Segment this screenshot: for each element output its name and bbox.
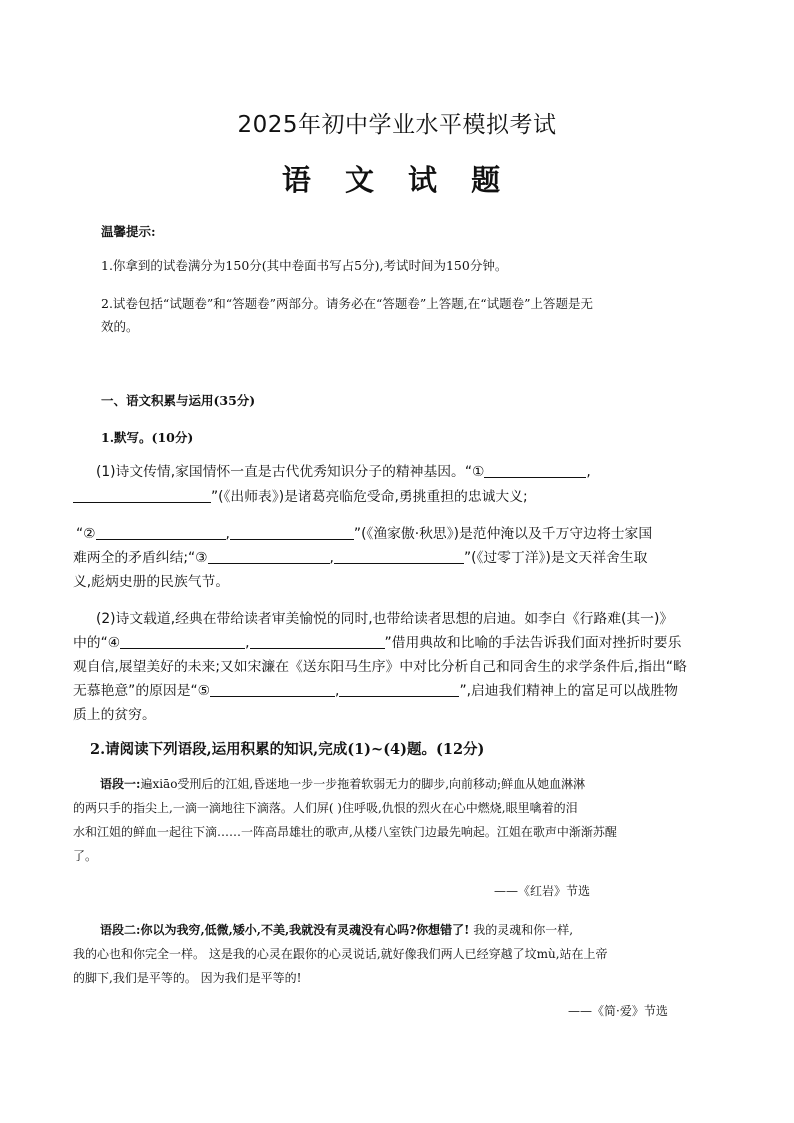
q1-p1-line-5: 义,彪炳史册的民族气节。 bbox=[73, 574, 230, 590]
q1-p1-line-4: 难两全的矛盾纠结;“③ , ”(《过零丁洋》)是文天祥舍生取 bbox=[73, 550, 648, 566]
section1-heading: 一、语文积累与运用(35分) bbox=[101, 393, 256, 408]
q1-p2-line-4: 无慕艳意”的原因是“⑤ , ”,启迪我们精神上的富足可以战胜物 bbox=[73, 683, 678, 699]
answer-blank-4a[interactable] bbox=[120, 634, 245, 649]
q2-heading: 2.请阅读下列语段,运用积累的知识,完成(1)~(4)题。(12分) bbox=[90, 741, 485, 758]
q1-p2-line-5: 质上的贫穷。 bbox=[73, 707, 156, 723]
answer-blank-5b[interactable] bbox=[339, 682, 459, 697]
tips-item-1: 1.你拿到的试卷满分为150分(其中卷面书写占5分),考试时间为150分钟。 bbox=[101, 258, 508, 273]
answer-blank-2b[interactable] bbox=[230, 525, 354, 540]
answer-blank-3b[interactable] bbox=[334, 549, 464, 564]
q2-para1-line-4: 了。 bbox=[73, 849, 98, 863]
q2-para1-line-2: 的两只手的指尖上,一滴一滴地往下滴落。人们屏( )住呼吸,仇恨的烈火在心中燃烧,眼里噙着的泪 bbox=[73, 801, 578, 815]
q2-para2-line-2: 我的心也和你完全一样。 这是我的心灵在跟你的心灵说话,就好像我们两人已经穿越了坟mù,站在上帝 bbox=[73, 947, 608, 961]
q2-para1-source: ——《红岩》节选 bbox=[494, 884, 591, 898]
q2-para2-line-3: 的脚下,我们是平等的。 因为我们是平等的! bbox=[73, 971, 302, 985]
q2-para2-source: ——《简·爱》节选 bbox=[568, 1004, 668, 1018]
q1-p2-line-2: 中的“④ , ”借用典故和比喻的手法告诉我们面对挫折时要乐 bbox=[73, 635, 682, 651]
q1-p1-line-1: (1)诗文传情,家国情怀一直是古代优秀知识分子的精神基因。“① , bbox=[96, 464, 591, 480]
answer-blank-2a[interactable] bbox=[96, 525, 226, 540]
tips-item-2-line-1: 2.试卷包括“试题卷”和“答题卷”两部分。请务必在“答题卷”上答题,在“试题卷”上答题是无 bbox=[101, 296, 594, 311]
answer-blank-1a[interactable] bbox=[484, 463, 586, 478]
answer-blank-3a[interactable] bbox=[208, 549, 330, 564]
q1-heading: 1.默写。(10分) bbox=[101, 430, 194, 445]
answer-blank-4b[interactable] bbox=[250, 634, 385, 649]
q2-para1-line-1: 语段一:遍xiāo受刑后的江姐,昏迷地一步一步拖着软弱无力的脚步,向前移动;鲜血从她血淋淋 bbox=[100, 777, 586, 791]
q1-p2-line-3: 观自信,展望美好的未来;又如宋濂在《送东阳马生序》中对比分析自己和同舍生的求学条件后,指出“略 bbox=[73, 659, 687, 675]
answer-blank-5a[interactable] bbox=[210, 682, 335, 697]
q1-p2-line-1: (2)诗文载道,经典在带给读者审美愉悦的同时,也带给读者思想的启迪。如李白《行路难(其一)》 bbox=[96, 611, 674, 627]
tips-label: 温馨提示: bbox=[101, 224, 156, 239]
exam-subtitle: 语 文 试 题 bbox=[281, 163, 513, 197]
q1-p1-line-3: “② , ”(《渔家傲·秋思》)是范仲淹以及千万守边将士家国 bbox=[76, 526, 653, 542]
q2-para2-line-1: 语段二:你以为我穷,低微,矮小,不美,我就没有灵魂没有心吗?你想错了! 我的灵魂和你一样, bbox=[100, 923, 574, 937]
q1-p1-line-2: ”(《出师表》)是诸葛亮临危受命,勇挑重担的忠诚大义; bbox=[73, 485, 723, 510]
answer-blank-1b[interactable] bbox=[73, 488, 211, 503]
tips-item-2-line-2: 效的。 bbox=[101, 319, 139, 334]
exam-title: 2025年初中学业水平模拟考试 bbox=[237, 112, 557, 138]
q2-para1-line-3: 水和江姐的鲜血一起往下滴……一阵高昂雄壮的歌声,从楼八室铁门边最先响起。江姐在歌声中渐渐苏醒 bbox=[73, 825, 617, 839]
